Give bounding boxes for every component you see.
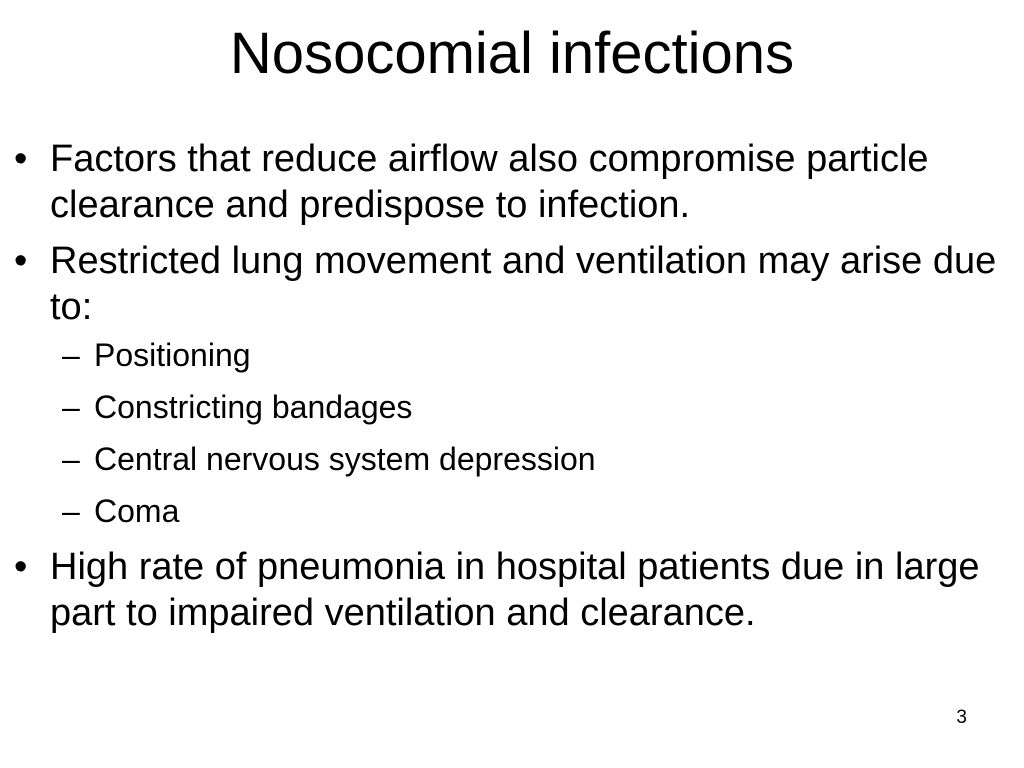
dash-marker: – [62, 389, 80, 425]
bullet-text: Restricted lung movement and ventilation may arise due to: [50, 240, 997, 328]
sub-bullet-item [50, 492, 1004, 530]
sub-bullet-text: Coma [94, 493, 180, 529]
dash-marker: – [62, 493, 80, 529]
bullet-marker: • [14, 546, 28, 588]
sub-bullet-item [50, 336, 1004, 374]
sub-bullet-item [50, 440, 1004, 478]
bullet-text: High rate of pneumonia in hospital patients due in large part to impaired ventilation and clearance. [50, 546, 980, 634]
bullet-text: Factors that reduce airflow also compromise particle clearance and predispose to infection. [50, 138, 929, 226]
dash-marker: – [62, 441, 80, 477]
bullet-marker: • [14, 138, 28, 180]
page-number: 3 [956, 707, 967, 728]
sub-bullet-list [50, 336, 1004, 530]
bullet-marker: • [14, 240, 28, 282]
sub-bullet-text: Central nervous system depression [94, 441, 596, 477]
bullet-item [0, 136, 1024, 228]
slide-title: Nosocomial infections [229, 21, 795, 86]
bullet-list [0, 136, 1024, 646]
sub-bullet-item [50, 388, 1004, 426]
sub-bullet-text: Constricting bandages [94, 389, 413, 425]
bullet-item [0, 544, 1024, 636]
dash-marker: – [62, 337, 80, 373]
bullet-item [0, 238, 1024, 530]
sub-bullet-text: Positioning [94, 337, 251, 373]
